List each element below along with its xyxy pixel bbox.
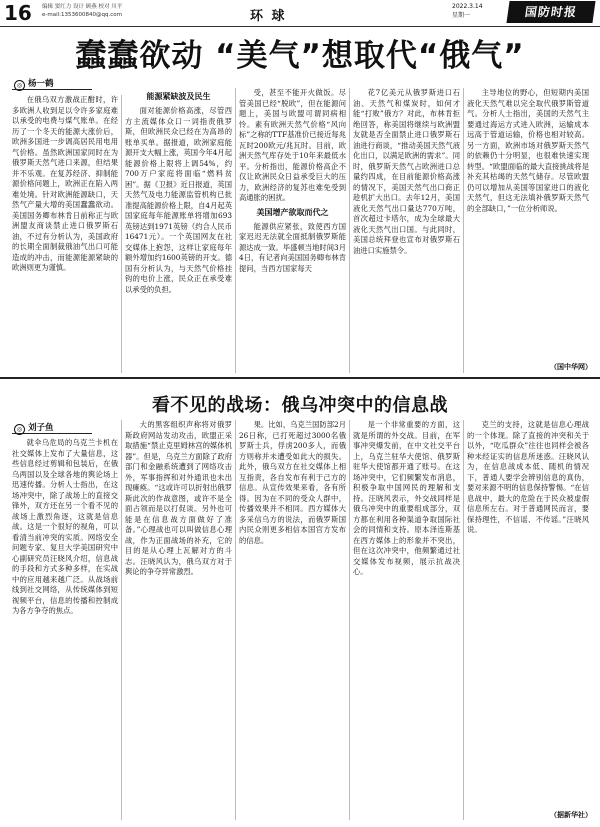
byline-rule: [12, 89, 92, 90]
article2-author: 刘子鱼: [28, 423, 54, 433]
article1-headline: 蠢蠢欲动 “美气”想取代“俄气”: [75, 38, 525, 74]
section-title: 环 球: [250, 9, 287, 24]
article1-col1-text: 在俄乌双方激战正酣时，许多欧洲人收到足以令许多家庭难以承受的电费与煤气账单。在经历了一个冬天的能源大涨价后，欧洲多国进一步调高居民用电用气价格。虽然欧洲国家同时在为俄罗斯天然气进口来源，但结果并不乐观。在复苏经济、抑制能源价格问题上，欧洲正在陷入两难处境。针对欧洲能源缺口，天然气产量大增的美国蠢蠢欲动。美国国务卿布林肯日前称正与欧洲盟友商谈禁止进口俄罗斯石油，不过有分析认为，美国政府的长期全面制裁俄油气出口可能造成的冲击，而能源能源紧缺的欧洲则更为谨慎。: [12, 95, 118, 272]
article2-headline: 看不见的战场：俄乌冲突中的信息战: [152, 395, 448, 416]
article-divider: [0, 377, 600, 379]
article1-subheading-2: 美国增产欲取而代之: [256, 207, 329, 217]
column-rule: [235, 88, 236, 373]
article1-subheading-1: 能源紧缺波及民生: [146, 92, 211, 101]
article2-col3-text: 果。比如，乌克兰国防部2月26日称，已打死超过3000名俄罗斯士兵，俘虏200多人，而俄方则称并未遭受如此大的损失。此外，俄乌双方在社交媒体上相互指责，各自发布有利于己方的信息。从宣传效果来看，各有所得。因为在不同的受众人群中，传播效果并不相同。西方媒体大多采信乌方的说法，而俄罗斯国内民众则更多相信本国官方发布的信息。: [239, 420, 346, 545]
article2-column-4: [353, 420, 460, 820]
page-number: 16: [4, 1, 32, 25]
article2-col5-text: 克兰的支持，这就是信息心理战的一个体现。除了直接的冲突和关于以外，“吃瓜群众”往往也同样会被各种未经证实的信息所迷惑。汪晓风认为，在信息战成本低、随机的情况下，普通人要学会辨别信息的真伪，要对来源不明的信息保持警惕。“在信息战中，最大的危险在于民众被虚假信息所左右。对于普通网民而言，要保持理性，不信谣、不传谣。”汪晓风说。: [467, 420, 589, 534]
article1-col5-text: 主导地位的野心，但短期内美国液化天然气难以完全取代俄罗斯管道气。分析人士指出，美国的天然气主要通过海运方式进入欧洲，运输成本远高于管道运输，价格也相对较高。另一方面，欧洲市场对俄罗斯天然气的依赖仍十分明显，也很难快速实现转型。“欧盟面临的最大直接挑战将是补充其枯竭的天然气储存。尽管欧盟仍可以增加从美国等国家进口的液化天然气，但这无法填补俄罗斯天然气的全部缺口，”一位分析师说。: [467, 88, 589, 213]
article2-source: （据新华社）: [550, 810, 592, 819]
column-rule: [349, 420, 350, 820]
date-block: [452, 2, 483, 20]
byline-rule: [12, 433, 92, 434]
article1-column-5: [467, 88, 589, 358]
article2-col2-text: 大的黑客组织声称将对俄罗斯政府网站发动攻击，欧盟正采取措施“禁止克里姆林宫的媒体机器”。但是，乌克兰方面除了政府部门和金融系统遭到了网络攻击外，军事指挥和对外通讯也未出现瘫痪。“这或许可以折射出俄罗斯此次的作战意图，或许不是全面占领而是以打促谈。另外也可能是在信息战方面做好了准备。”心理战也可以叫做信息心理战，作为正面战场的补充，它的目的是从心理上瓦解对方的斗志。汪晓风认为，俄乌双方对于舆论的争夺异常激烈。: [125, 420, 232, 576]
article2-col4-text: 是一个非常重要的方面，这就是所谓的外交战。目前，在军事冲突爆发前，在中文社交平台上，乌克兰驻华大使馆、俄罗斯驻华大使馆都开通了账号。在这场冲突中，它们频繁发布消息，积极争取中国网民的理解和支持。汪晓风表示，外交战同样是俄乌冲突中的重要组成部分，双方都在利用各种渠道争取国际社会的同情和支持。原本泽连斯基在西方媒体上的形象并不突出，但在这次冲突中，他频繁通过社交媒体发布视频，展示抗战决心。: [353, 420, 460, 576]
article2-col1-text: 就伞乌危局的乌克兰卡机在社交媒体上发布了大量信息，这些信息经过剪辑和包装后，在俄乌两国以及全球各地的舆论场上迅速传播。分析人士指出，在这场冲突中，除了战场上的直接交锋外，双方还在另一个看不见的战场上激烈角逐，这就是信息战。这是一个很好的视角，可以看清当前冲突的实质。网络安全问题专家、复旦大学美国研究中心副研究员汪晓风介绍，信息战的手段和方式多种多样，在实战中的应用越来越广泛。从战场前线到社交网络，从传统媒体到短视频平台，信息的传播和控制成为各方争夺的焦点。: [12, 438, 118, 615]
article1-column-2: [125, 88, 232, 373]
article1-author: 杨一鹤: [28, 79, 54, 89]
page-header: [0, 0, 600, 27]
editors-info: [42, 3, 122, 19]
author-icon: ◎: [14, 80, 25, 91]
issue-weekday: 星期一: [452, 12, 471, 19]
article1-col4-text: 花7亿美元从俄罗斯进口石油、天然气和煤炭时，如何才能“打败”俄方？对此，布林肯拒绝回答，称美国将继续与欧洲盟友就是否全面禁止进口俄罗斯石油进行商谈，“推动美国天然气液化出口，以满足欧洲的需求”。同时，俄罗斯天然气占欧洲进口总量约四成，在目前能源价格高涨的情况下，美国天然气出口商正趁机扩大出口。去年12月，美国液化天然气出口量达770万吨，首次超过卡塔尔，成为全球最大液化天然气出口国。与此同时，美国总统拜登也宣布对俄罗斯石油进口实施禁令。: [353, 88, 460, 255]
column-rule: [121, 420, 122, 820]
column-rule: [463, 420, 464, 820]
article2-column-2: [125, 420, 232, 820]
column-rule: [349, 88, 350, 373]
article1-source: （国中华网）: [550, 362, 592, 371]
article1-column-3: [239, 88, 346, 373]
column-rule: [463, 88, 464, 373]
article1-col2-text: 面对能源价格高涨，尽管西方主流媒体众口一词指责俄罗斯，但欧洲民众已经在为高昂的账单买单。据报道，欧洲家庭能源开支大幅上涨，英国今年4月起能源价格上限将上调54%，约700万户家庭将面临“燃料贫困”。据《卫报》近日报道，英国天然气及电力能源监管机构已批准提高能源价格上限，自4月起英国家庭每年能源账单将增加693英镑达到1971英镑（约合人民币16471元）。一个英国网友在社交媒体上抱怨，这样让家庭每年额外增加约1600英镑的开支。德国有分析认为，与天然气价格挂钩的电价上涨，民众正在承受难以承受的负担。: [125, 106, 232, 294]
article2-column-1: [12, 438, 118, 821]
article2-column-5: [467, 420, 589, 805]
column-rule: [121, 95, 122, 373]
article1-col3b-text: 能源供应紧张，致使西方国家迟迟无法就全面抵制俄罗斯能源达成一致。毕盛顿当地时间3月4日，有记者向美国国务卿布林肯提问，当西方国家每天: [239, 221, 346, 273]
article1-column-4: [353, 88, 460, 373]
editors-email: e-mail:1353600840@qq.com: [42, 12, 122, 18]
article1-col3-text: 受，甚至不能开火做饭。尽管美国已经“脱欧”，但在能源问题上，美国与欧盟可谓同病相怜。素有欧洲天然气价格“风向标”之称的TTF基准价已接近每兆瓦时200欧元/兆瓦时。目前，欧洲天然气库存处于10年来最低水平。分析指出，能源价格高企不仅让欧洲民众日益承受巨大的压力，欧洲经济的复苏也难免受到高通胀的困扰。: [239, 88, 346, 202]
editors-line: 编辑 窦红力 设计 顾燕 校对 川平: [42, 4, 123, 10]
masthead-logo: 国防时报: [506, 1, 595, 23]
article2-column-3: [239, 420, 346, 820]
issue-date: 2022.3.14: [452, 3, 483, 10]
article1-column-1: [12, 95, 118, 373]
author-icon: ◎: [14, 424, 25, 435]
column-rule: [235, 420, 236, 820]
